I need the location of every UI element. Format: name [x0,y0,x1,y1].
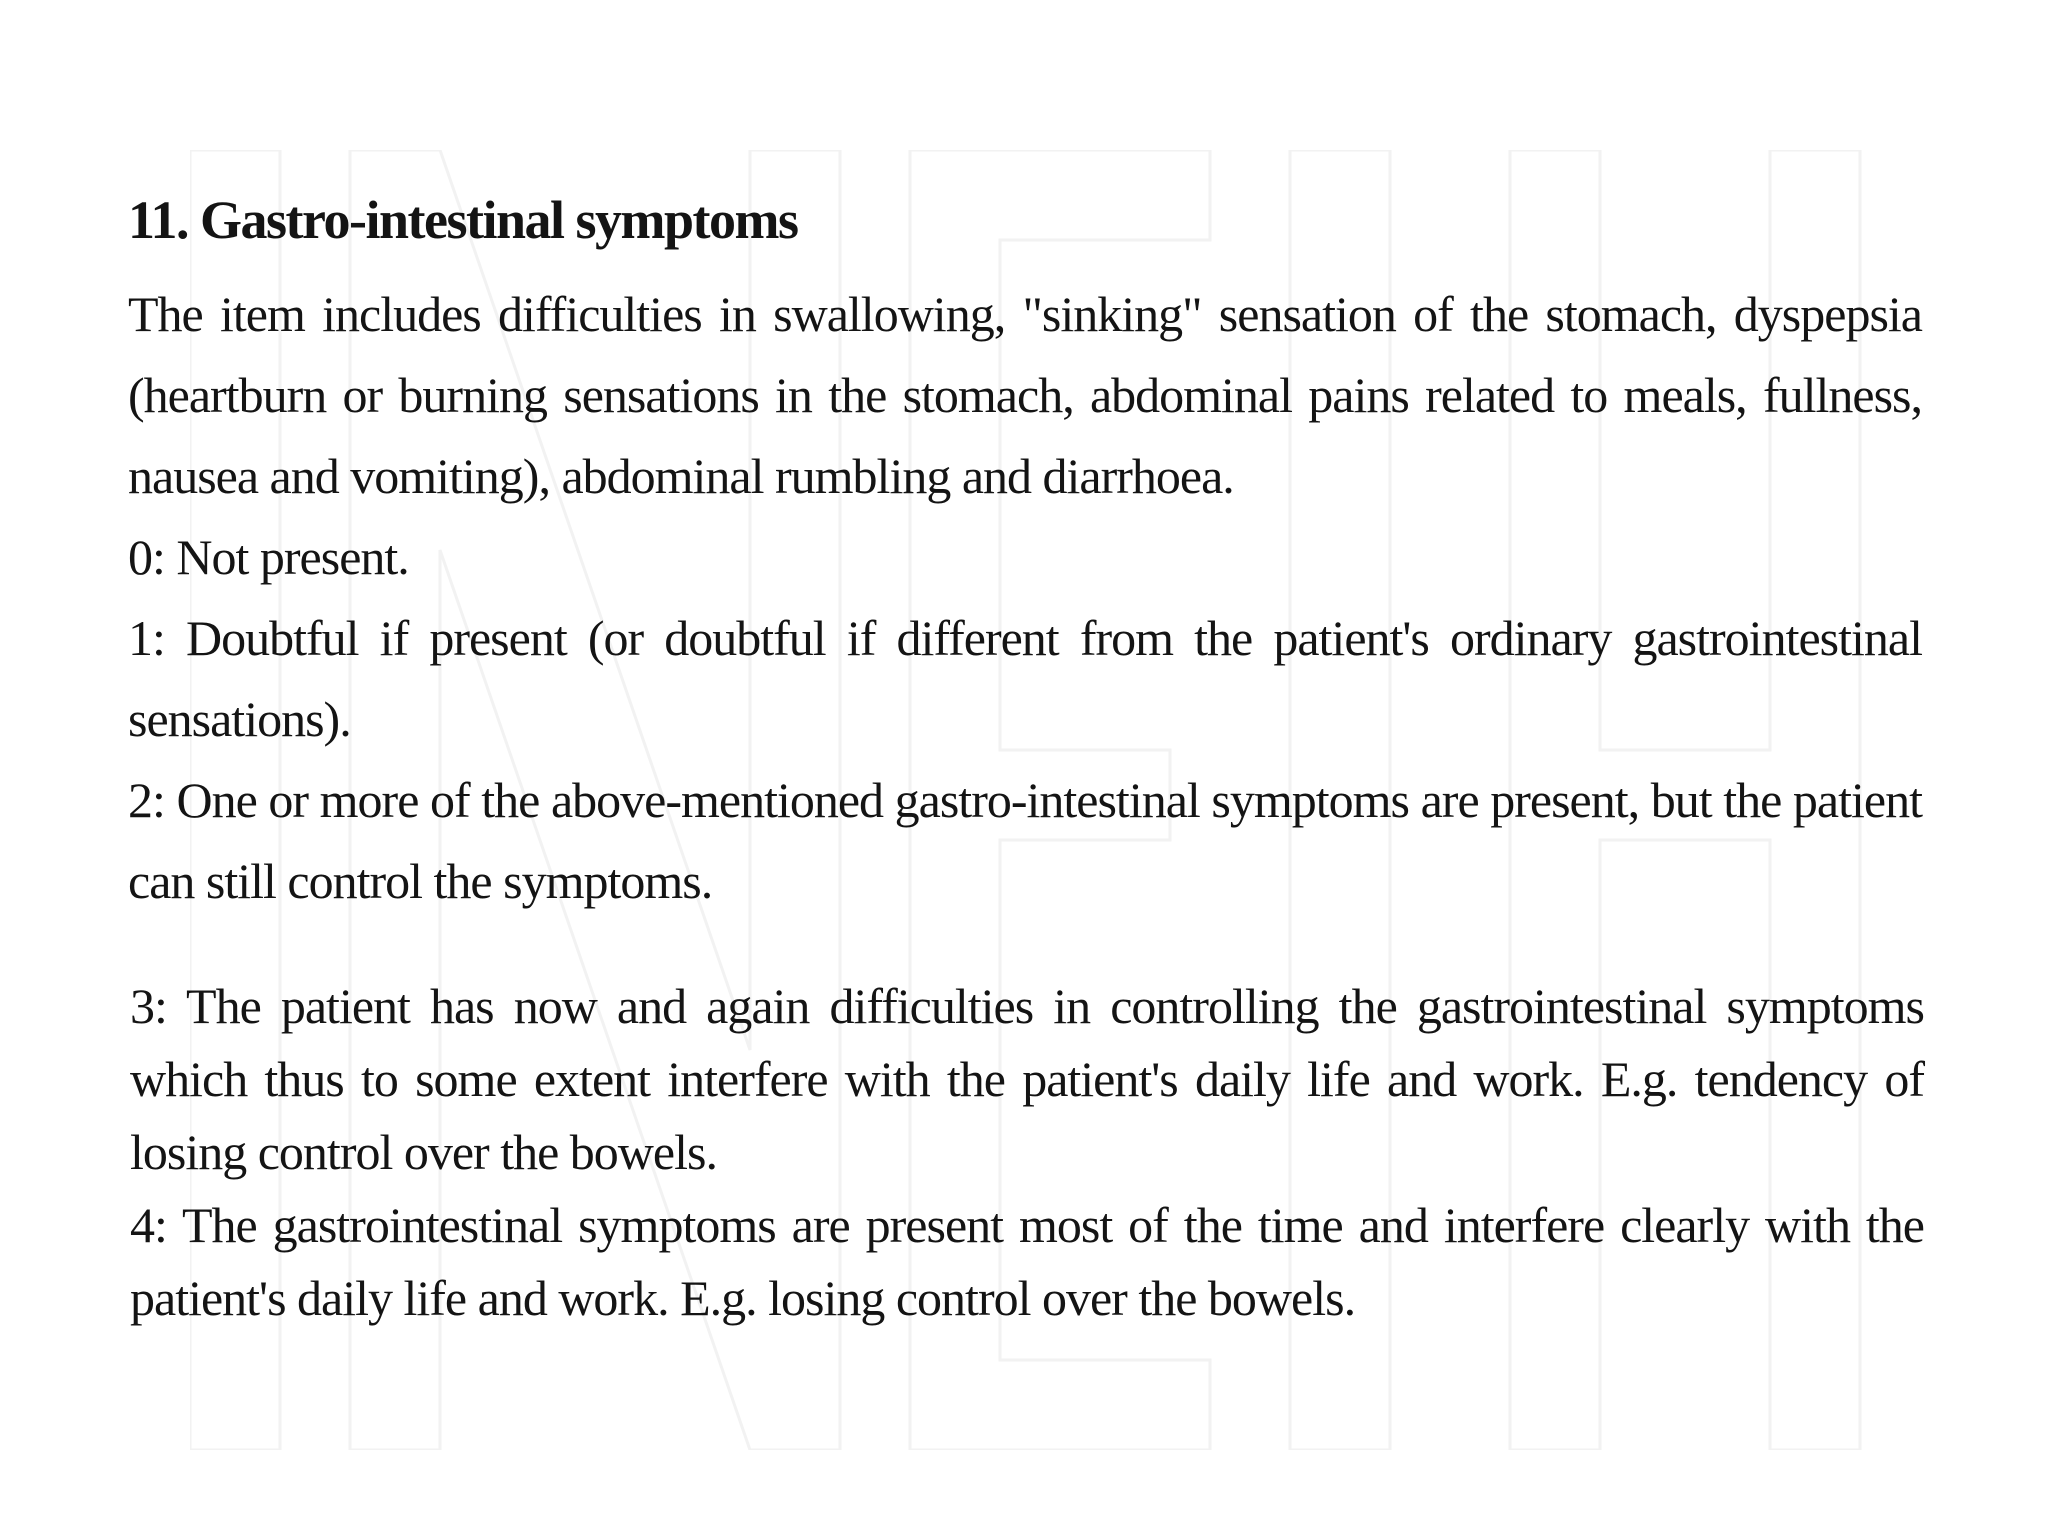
item-description: The item includes difficulties in swallowing, "sinking" sensation of the stomach, dyspepsia (heartburn or burning sensations in the stomach, abdominal pains related to meals, fullness, nausea and vomiting), abdominal rumbling and diarrhoea. [128,286,1922,504]
rating-3: 3: The patient has now and again difficulties in controlling the gastrointestinal symptoms which thus to some extent interfere with the patient's daily life and work. E.g. tendency of losing control over the bowels. [130,978,1924,1180]
document-body-lower [130,970,1924,1335]
rating-1: 1: Doubtful if present (or doubtful if different from the patient's ordinary gastrointestinal sensations). [128,610,1922,747]
document-body-upper [128,180,1922,922]
rating-4: 4: The gastrointestinal symptoms are present most of the time and interfere clearly with the patient's daily life and work. E.g. losing control over the bowels. [130,1197,1924,1326]
section-heading: 11. Gastro-intestinal symptoms [128,190,798,250]
rating-2: 2: One or more of the above-mentioned gastro-intestinal symptoms are present, but the patient can still control the symptoms. [128,772,1922,909]
rating-0: 0: Not present. [128,529,409,585]
